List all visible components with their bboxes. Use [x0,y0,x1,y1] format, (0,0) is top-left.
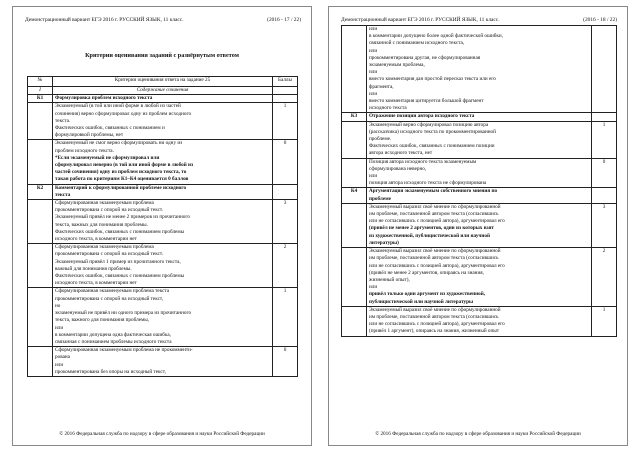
text-line: им проблеме, поставленной автором текста (согласившись [369,211,499,218]
text-line: текста [55,191,71,198]
row-i-text: Содержание сочинения [53,87,273,95]
text-line: Экзаменуемый (в той или иной форме в любой из частей [55,103,181,110]
text-line: экзаменуемым проблема, [369,62,425,69]
page-header [341,17,617,23]
text-line: прокомментирована без опоры на исходный текст, [55,368,166,375]
k1-points-2: 0 [273,140,298,184]
text-line: или [369,26,378,32]
text-line: привёл только один аргумент из художественной, [369,291,486,298]
text-line: исходного текста [369,105,407,112]
text-line: жизненный опыт), [369,276,410,283]
text-line: (привёл не менее 2 аргументов, один из которых взят [369,225,494,232]
col-no-header: № [28,77,53,87]
text-line: сочинения) верно сформулировал одну из проблем исходного [55,110,192,117]
text-line: Фактических ошибок, связанных с пониманием проблемы [55,273,185,280]
k3-criterion-1 [367,121,592,158]
text-line: рована [55,354,70,361]
k2-criterion-4-continued [367,26,592,113]
page-17 [12,6,312,446]
text-line: Сформулированная экзаменуемым проблема [55,244,154,251]
text-line: исходного текста, в комментарии нет [55,236,137,243]
text-line: проблеме. [369,136,392,143]
text-line: Экзаменуемый выразил своё мнение по сформулированной [369,248,501,255]
text-line: прокомментирована другая, не сформулированная [369,54,481,61]
text-line: проблем исходного текста. [55,147,114,154]
text-line: экзаменуемый не привёл ни одного примера из прочитанного [55,310,192,317]
k4-criterion-2 [367,248,592,307]
header-right: (2016 - 17 / 22) [267,17,301,23]
text-line: им проблеме, поставленной автором текста (согласившись [369,313,499,320]
page-footer: © 2016 Федеральная служба по надзору в сфере образования и науки Российской Федерации [59,431,265,437]
text-line: вместо комментария цитируется большой фрагмент [369,98,484,105]
k1-points-1: 1 [273,103,298,140]
k2-points-1: 3 [273,200,298,244]
page-footer: © 2016 Федеральная служба по надзору в сфере образования и науки Российской Федерации [375,431,581,437]
k2-points-2: 2 [273,244,298,288]
text-line: фрагмента, [369,83,394,90]
text-line: или [369,69,378,76]
text-line: позиция автора исходного текста не сформулирована [369,180,487,187]
k4-points-3: 1 [592,306,617,336]
text-line: Позиция автора исходного текста экзаменуемым [369,158,477,165]
text-line: в комментарии допущено более одной фактической ошибки, [369,33,503,40]
text-line: Экзаменуемый привёл не менее 2 примеров из прочитанного [55,214,190,221]
page-header [25,17,301,23]
text-line: публицистической или научной литературы [369,298,474,305]
k1-title: Формулировка проблем исходного текста [53,95,273,103]
k1-criterion-1 [53,103,273,140]
text-line: Экзаменуемый выразил своё мнение по сформулированной [369,306,501,313]
text-line: но [55,302,61,309]
text-line: или [55,324,64,331]
header-left: Демонстрационный вариант ЕГЭ 2016 г. РУССКИЙ ЯЗЫК, 11 класс. [341,17,500,23]
page-title: Критерии оценивания заданий с развёрнутым ответом [85,52,239,59]
text-line: или [369,284,378,291]
text-line: вместо комментария дан простой пересказ текста или его [369,76,496,83]
text-line: исходного текста, в комментарии нет [55,280,137,287]
col-points-header: Баллы [273,77,298,87]
k4-points-1: 3 [592,203,617,247]
k3-no: К3 [342,113,367,121]
text-line: Аргументация экзаменуемым собственного мнения по [369,188,498,195]
k3-points-2: 0 [592,158,617,188]
text-line: в комментарии допущена одна фактическая ошибка, [55,331,171,338]
k2-criterion-1 [53,200,273,244]
k4-title [367,188,592,203]
text-line: Экзаменуемый привёл 1 пример из прочитанного текста, [55,258,181,265]
text-line: Экзаменуемый не смог верно сформулировать ни одну из [55,140,183,147]
text-line: прокомментирована с опорой на исходный текст. [55,251,164,258]
text-line: или не согласившись с позицией автора), аргументировал его [369,262,505,269]
text-line: прокомментирована с опорой на исходный текст, [55,295,164,302]
text-line: им проблеме, поставленной автором текста (согласившись [369,255,499,262]
k2-criterion-3 [53,288,273,347]
text-line: Комментарий к сформулированной проблеме исходного [55,184,187,191]
k3-criterion-2 [367,158,592,188]
k2-criterion-2 [53,244,273,288]
text-line: Сформулированная экзаменуемым проблема [55,200,154,207]
text-line: Фактических ошибок, связанных с пониманием проблемы [55,228,185,235]
text-line: прокомментирована с опорой на исходный текст. [55,207,164,214]
criteria-table-continued [341,25,617,337]
text-line: Фактических ошибок, связанных с пониманием и [55,125,165,132]
text-line: (привёл 1 аргумент), опираясь на знания, жизненный опыт [369,328,500,335]
page-18 [328,6,628,446]
criteria-table [27,76,298,377]
text-line: частей сочинения) одну из проблем исходного текста, то [55,169,187,176]
text-line: формулировкой проблемы, нет [55,132,124,139]
k3-points-1: 1 [592,121,617,158]
text-line: из художественной, публицистической или научной [369,232,490,239]
k3-title: Отражение позиции автора исходного текста [367,113,592,121]
header-right: (2016 - 18 / 22) [583,17,617,23]
k2-criterion-4 [53,347,273,377]
text-line: Фактических ошибок, связанных с пониманием позиции [369,143,495,150]
text-line: или [369,47,378,54]
header-left: Демонстрационный вариант ЕГЭ 2016 г. РУССКИЙ ЯЗЫК, 11 класс. [25,17,184,23]
text-line: такая работа по критериям К1–К4 оценивается 0 баллов [55,176,189,183]
k2-no: К2 [28,184,53,199]
k1-criterion-2 [53,140,273,184]
text-line: Экзаменуемый верно сформулировал позицию автора [369,121,489,128]
k4-criterion-3 [367,306,592,336]
text-line: сформулировал неверно (в той или иной форме в любой из [55,162,194,169]
text-line: *Если экзаменуемый не сформулировал или [55,154,160,161]
text-line: текста, важных для понимания проблемы. [55,221,148,228]
k2-points-4: 0 [273,347,298,377]
text-line: Сформулированная экзаменуемым проблема не прокомменти- [55,347,193,354]
col-criteria-header: Критерии оценивания ответа на задание 25 [53,77,273,87]
k4-criterion-1 [367,203,592,247]
text-line: важный для понимания проблемы. [55,265,132,272]
k2-points-3: 1 [273,288,298,347]
k4-no: К4 [342,188,367,203]
text-line: проблеме [369,195,391,202]
text-line: литературы) [369,239,399,246]
text-line: (привёл не менее 2 аргументов, опираясь на знания, [369,269,484,276]
text-line: Экзаменуемый выразил своё мнение по сформулированной [369,203,501,210]
text-line: Сформулированная экзаменуемым проблема текста [55,288,170,295]
text-line: или [55,361,64,368]
k1-no: К1 [28,95,53,103]
text-line: автора исходного текста, нет [369,150,433,157]
k4-points-2: 2 [592,248,617,307]
text-line: или [369,90,378,97]
text-line: сформулирована неверно, [369,165,427,172]
text-line: (рассказчика) исходного текста по прокомментированной [369,128,496,135]
text-line: связанной с пониманием исходного текста, [369,40,465,47]
text-line: связанная с пониманием проблемы исходного текста [55,338,172,345]
text-line: текста, важного для понимания проблемы, [55,317,150,324]
text-line: или не согласившись с позицией автора), аргументировал его [369,218,505,225]
text-line: текста. [55,117,71,124]
text-line: или [369,173,378,180]
row-i-no: I [28,87,53,95]
k2-title [53,184,273,199]
text-line: или не согласившись с позицией автора), аргументировал его [369,321,505,328]
